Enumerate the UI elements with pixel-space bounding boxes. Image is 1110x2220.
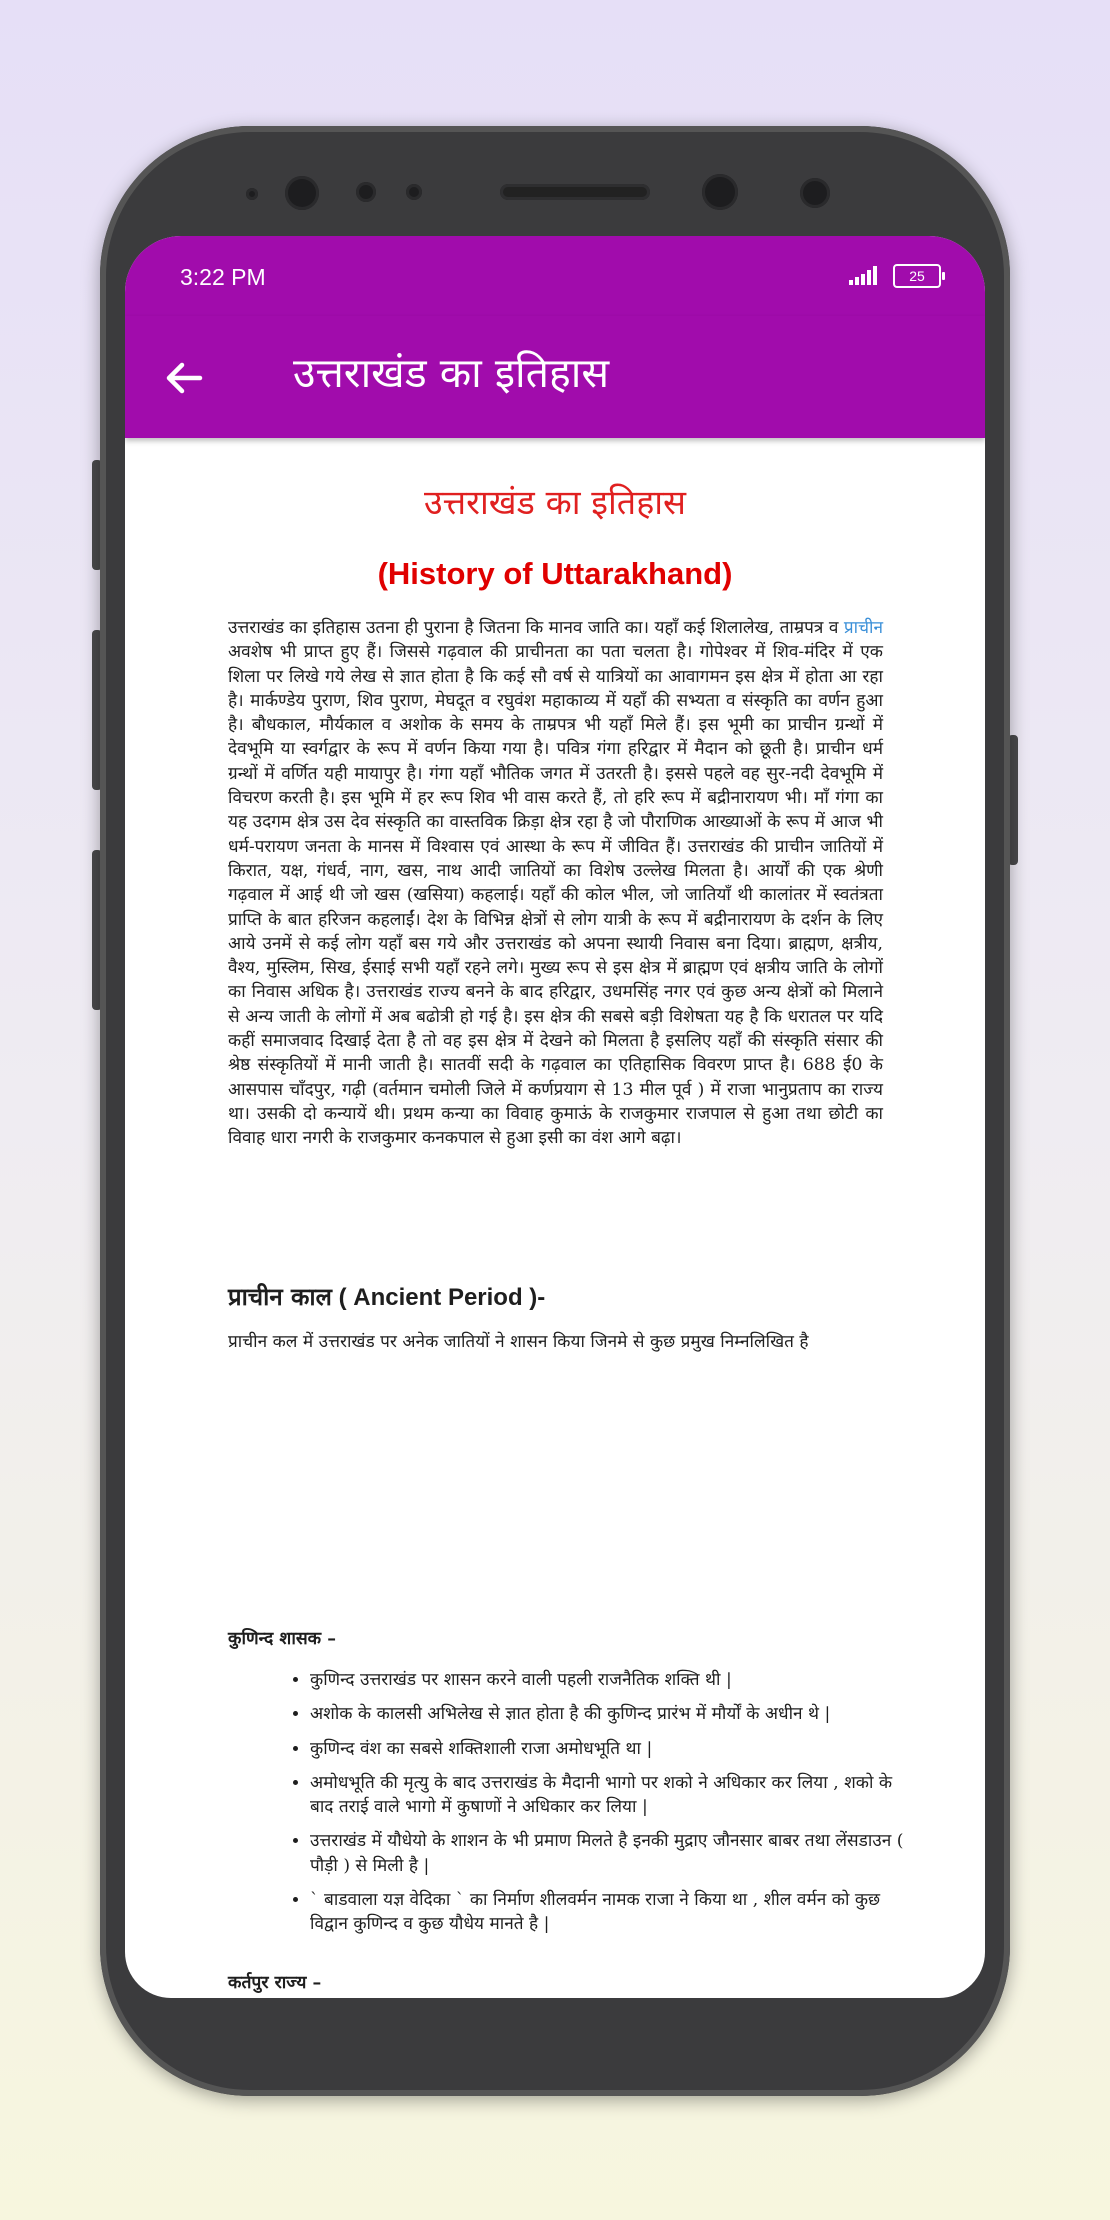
arrow-left-icon[interactable] — [160, 354, 208, 402]
section-heading — [228, 1280, 545, 1313]
sensor-dot — [406, 184, 422, 200]
signal-icon — [849, 264, 883, 286]
battery-icon — [893, 264, 941, 288]
list-item: • कुणिन्द वंश का सबसे शक्तिशाली राजा अमोधभूति था | — [310, 1737, 915, 1761]
section-heading-english: ( Ancient Period )- — [331, 1284, 546, 1311]
app-bar — [125, 316, 985, 438]
article-title-hindi: उत्तराखंड का इतिहास — [423, 483, 687, 523]
list-item: • अशोक के कालसी अभिलेख से ज्ञात होता है की कुणिन्द प्रारंभ में मौर्यों के अधीन थे | — [310, 1702, 915, 1726]
bullet-list — [280, 1668, 915, 1947]
sensor-dot — [800, 178, 830, 208]
list-item: • उत्तराखंड में यौधेयो के शाशन के भी प्रमाण मिलते है इनकी मुद्राए जौनसार बाबर तथा लेंसडाउन ( पौड़ी ) से मिली है | — [310, 1829, 915, 1878]
front-camera-icon — [702, 174, 738, 210]
intro-text-rest: अवशेष भी प्राप्त हुए हैं। जिससे गढ़वाल की प्राचीनता का पता चलता है। गोपेश्वर में शिव-मंदिर में एक शिला पर लिखे गये लेख से ज्ञात होता है कि कई सौ वर्ष से यात्रियों का आवागमन इस क्षेत्र में होता आ रहा है। मार्कण्डेय पुराण, शिव पुराण, मेघदूत व रघुवंश महाकाव्य में यहाँ की सभ्यता व संस्कृति का वर्णन हुआ है। बौधकाल, मौर्यकाल व अशोक के समय के ताम्रपत्र भी यहाँ मिले हैं। इस भूमी का प्राचीन ग्रन्थों में देवभूमि या स्वर्गद्वार के रूप में वर्णन किया गया है। पवित्र गंगा हरिद्वार में मैदान को छूती है। प्राचीन धर्म ग्रन्थों में वर्णित यही मायापुर है। गंगा यहाँ भौतिक जगत में उतरती है। इससे पहले वह सुर-नदी देवभूमि में विचरण करती है। इस भूमि में हर रूप शिव भी वास करते हैं, तो हरि रूप में बद्रीनारायण भी। माँ गंगा का यह उदगम क्षेत्र उस देव संस्कृति का वास्तविक क्रिड़ा क्षेत्र रहा है जो पौराणिक आख्याओं के रूप में आज भी धर्म-परायण जनता के मानस में विश्वास एवं आस्था के रूप में जीवित हैं। उत्तराखंड की प्राचीन जातियों में किरात, यक्ष, गंधर्व, नाग, खस, नाथ आदी जातियों का विशेष उल्लेख मिलता है। आर्यों की एक श्रेणी गढ़वाल में आई थी जो खस (खसिया) कहलाई। यहाँ की कोल भील, जो जातियाँ थी कालांतर में स्वतंत्रता प्राप्ति के बात हरिजन कहलाईं। देश के विभिन्न क्षेत्रों से लोग यात्री के रूप में बद्रीनारायण के दर्शन के लिए आये उनमें से कई लोग यहाँ बस गये और उत्तराखंड को अपना स्थायी निवास बना दिया। ब्राह्मण, क्षत्रीय, वैश्य, मुस्लिम, सिख, ईसाई सभी यहाँ रहने लगे। मुख्य रूप से इस क्षेत्र में ब्राह्मण एवं क्षत्रीय जाति के लोगों का निवास अधिक है। उत्तराखंड राज्य बनने के बाद हरिद्वार, उधमसिंह नगर एवं कुछ अन्य क्षेत्रों को मिलाने से अन्य जाती के लोगों में अब बढोत्री हो गई है। इस क्षेत्र की सबसे बड़ी विशेषता यह है कि धरातल पर यदि कहीं समाजवाद दिखाई देता है तो वह इस क्षेत्र में देखने को मिलता है इसलिए यहाँ की संस्कृति संसार की श्रेष्ठ संस्कृतियों में मानी जाती है। सातवीं सदी के गढ़वाल का एतिहासिक विवरण प्राप्त है। 688 ई0 के आसपास चाँदपुर, गढ़ी (वर्तमान चमोली जिले में कर्णप्रयाग से 13 मील पूर्व ) में राजा भानुप्रताप का राज्य था। उसकी दो कन्यायें थी। प्रथम कन्या का विवाह कुमाऊं के राजकुमार राजपाल से हुआ तथा छोटी का विवाह धारा नगरी के राजकुमार कनकपाल से हुआ इसी का वंश आगे बढ़ा। — [228, 642, 883, 1149]
subheading-kartpur: कर्तपुर राज्य – — [228, 1973, 322, 1993]
list-item: • कुणिन्द उत्तराखंड पर शासन करने वाली पहली राजनैतिक शक्ति थी | — [310, 1668, 915, 1692]
intro-text-start: उत्तराखंड का इतिहास उतना ही पुराना है जितना कि मानव जाति का। यहाँ कई शिलालेख, ताम्रपत्र व — [228, 618, 844, 638]
sensor-dot — [356, 182, 376, 202]
section-heading-hindi: प्राचीन काल — [228, 1283, 332, 1311]
earpiece-speaker — [500, 184, 650, 200]
article-content[interactable] — [125, 438, 985, 1998]
status-time: 3:22 PM — [180, 264, 266, 290]
intro-paragraph — [228, 616, 883, 1151]
section-text: प्राचीन कल में उत्तराखंड पर अनेक जातियों ने शासन किया जिनमे से कुछ प्रमुख निम्नलिखित है — [228, 1332, 809, 1352]
ancient-link[interactable]: प्राचीन — [843, 618, 883, 638]
battery-level: 25 — [909, 268, 925, 284]
phone-screen — [125, 236, 985, 1998]
article-title-english: (History of Uttarakhand) — [377, 556, 733, 591]
list-item: • ` बाडवाला यज्ञ वेदिका ` का निर्माण शीलवर्मन नामक राजा ने किया था , शील वर्मन को कुछ विद्वान कुणिन्द व कुछ यौधेय मानते है | — [310, 1888, 915, 1937]
status-bar — [125, 236, 985, 316]
list-item: • अमोधभूति की मृत्यु के बाद उत्तराखंड के मैदानी भागो पर शको ने अधिकार कर लिया , शको के बाद तराई वाले भागो में कुषाणों ने अधिकार कर लिया | — [310, 1771, 915, 1820]
subheading-kunind: कुणिन्द शासक – — [228, 1629, 336, 1649]
sensor-dot — [246, 188, 258, 200]
front-camera-icon — [285, 176, 319, 210]
app-bar-title: उत्तराखंड का इतिहास — [293, 349, 610, 397]
